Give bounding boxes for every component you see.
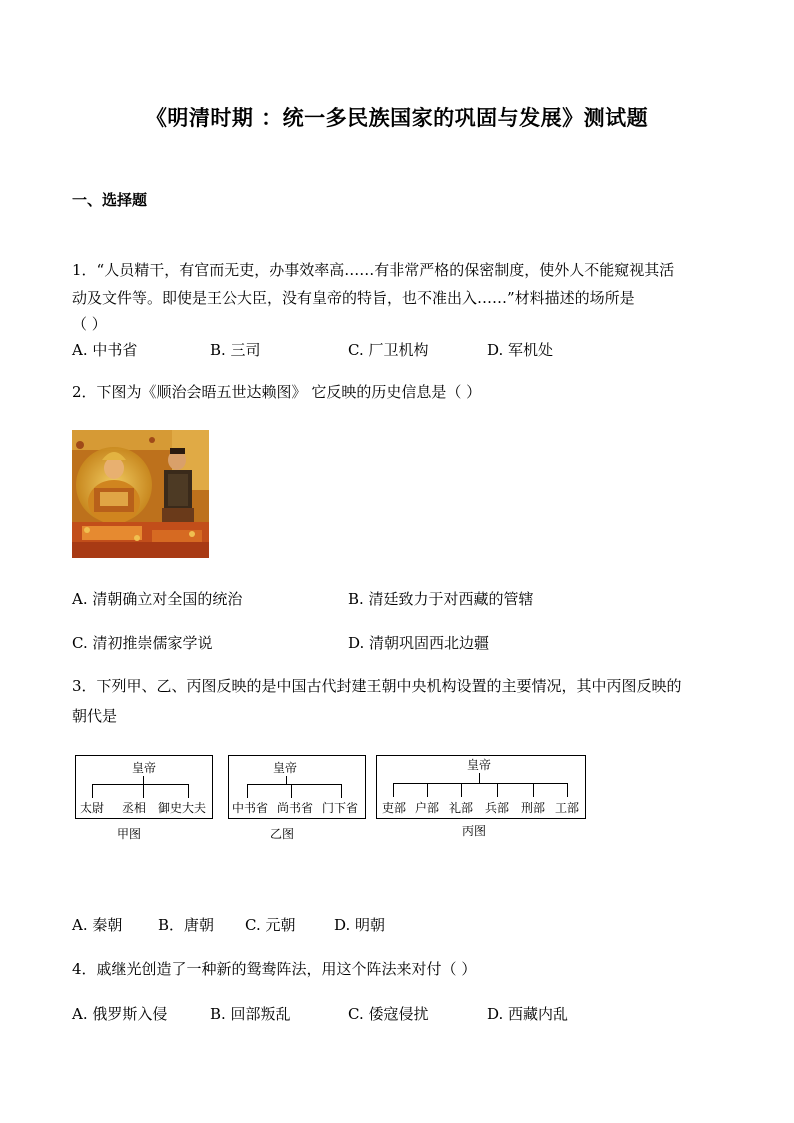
painting-image (72, 430, 209, 558)
diagram-bing-child-3: 礼部 (449, 801, 474, 815)
question-1-line-2: 动及文件等。即使是王公大臣，没有皇帝的特旨，也不准出入……”材料描述的场所是 (72, 289, 635, 307)
q3-option-b[interactable]: B．唐朝 (158, 916, 215, 934)
diagram-jia-child-1: 太尉 (80, 801, 105, 815)
diagram-yi-child-3: 门下省 (322, 801, 359, 815)
page-title: 《明清时期 ：统一多民族国家的巩固与发展》测试题 (145, 105, 649, 130)
diagram-bing-caption: 丙图 (462, 824, 487, 838)
q1-option-b[interactable]: B. 三司 (210, 341, 261, 359)
q2-option-a[interactable]: A. 清朝确立对全国的统治 (72, 590, 243, 608)
diagram-bing-child-1: 吏部 (382, 801, 407, 815)
q1-option-a[interactable]: A. 中书省 (72, 341, 138, 359)
diagram-bing-child-6: 工部 (555, 801, 580, 815)
q4-option-a[interactable]: A. 俄罗斯入侵 (72, 1005, 168, 1023)
diagram-yi-top: 皇帝 (273, 761, 298, 775)
diagram-jia (75, 755, 213, 819)
q2-option-d[interactable]: D. 清朝巩固西北边疆 (348, 634, 490, 652)
diagram-yi (228, 755, 366, 819)
diagram-bing-child-4: 兵部 (485, 801, 510, 815)
q2-option-b[interactable]: B. 清廷致力于对西藏的管辖 (348, 590, 534, 608)
diagram-yi-child-1: 中书省 (232, 801, 269, 815)
diagram-jia-caption: 甲图 (117, 827, 142, 841)
q2-option-c[interactable]: C. 清初推崇儒家学说 (72, 634, 213, 652)
diagram-yi-child-2: 尚书省 (277, 801, 314, 815)
diagram-bing-top: 皇帝 (467, 758, 492, 772)
diagram-bing-child-5: 刑部 (521, 801, 546, 815)
q1-option-d[interactable]: D. 军机处 (487, 341, 554, 359)
question-4-stem: 4．戚继光创造了一种新的鸳鸯阵法，用这个阵法来对付（ ） (72, 960, 477, 978)
q4-option-c[interactable]: C. 倭寇侵扰 (348, 1005, 429, 1023)
diagram-jia-top: 皇帝 (132, 761, 157, 775)
q3-option-c[interactable]: C. 元朝 (245, 916, 296, 934)
q3-option-d[interactable]: D. 明朝 (334, 916, 386, 934)
question-3-line-1: 3．下列甲、乙、丙图反映的是中国古代封建王朝中央机构设置的主要情况，其中丙图反映的 (72, 677, 682, 695)
diagram-bing-child-2: 户部 (415, 801, 440, 815)
question-3-line-2: 朝代是 (72, 707, 118, 725)
question-2-stem: 2．下图为《顺治会晤五世达赖图》 它反映的历史信息是（ ） (72, 383, 482, 401)
diagram-jia-child-3: 御史大夫 (158, 801, 207, 815)
q1-option-c[interactable]: C. 厂卫机构 (348, 341, 429, 359)
section-heading: 一、选择题 (72, 191, 148, 209)
q3-option-a[interactable]: A. 秦朝 (72, 916, 123, 934)
diagram-yi-caption: 乙图 (270, 827, 295, 841)
q4-option-b[interactable]: B. 回部叛乱 (210, 1005, 291, 1023)
question-1-line-1: 1．“人员精干，有官而无吏，办事效率高……有非常严格的保密制度，使外人不能窥视其活 (72, 261, 675, 279)
q4-option-d[interactable]: D. 西藏内乱 (487, 1005, 569, 1023)
question-1-line-3: （ ） (72, 315, 107, 333)
diagram-jia-child-2: 丞相 (122, 801, 147, 815)
diagram-bing (376, 755, 586, 819)
